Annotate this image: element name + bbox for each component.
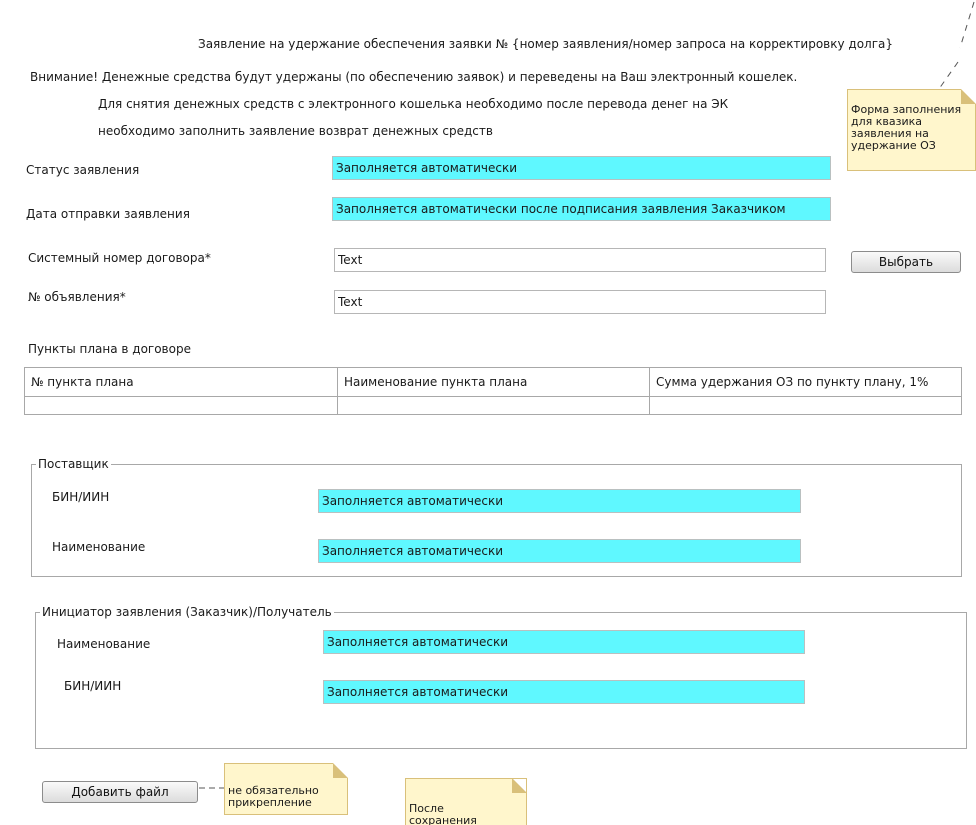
contract-number-label: Системный номер договора* [28,251,211,265]
initiator-bin-field: Заполняется автоматически [323,680,805,704]
plan-table-title: Пункты плана в договоре [28,342,191,356]
column-header-plan-item-name: Наименование пункта плана [338,368,650,397]
table-cell[interactable] [650,397,962,415]
warning-text-line2: Для снятия денежных средств с электронного кошелька необходимо после перевода денег на ЭК [98,97,729,111]
contract-number-input[interactable] [334,248,826,272]
table-row[interactable] [25,397,962,415]
note-fold-icon [512,778,527,793]
select-contract-button[interactable]: Выбрать [851,251,961,273]
status-field: Заполняется автоматически [332,156,831,180]
form-description-note [847,89,976,171]
after-save-note [405,778,527,825]
warning-text: Внимание! Денежные средства будут удержаны (по обеспечению заявок) и переведены на Ваш электронный кошелек. [30,70,798,84]
plan-items-table [24,367,962,415]
note-fold-icon [333,763,348,778]
page-title: Заявление на удержание обеспечения заявки № {номер заявления/номер запроса на корректировку долга} [198,37,894,51]
status-label: Статус заявления [26,163,140,177]
note-connector-lines [920,0,976,100]
announcement-number-label: № объявления* [28,290,126,304]
table-header-row [25,368,962,397]
send-date-label: Дата отправки заявления [26,207,190,221]
initiator-bin-label: БИН/ИИН [64,679,122,693]
supplier-group-legend: Поставщик [38,457,109,471]
supplier-name-label: Наименование [52,540,146,554]
column-header-plan-item-number: № пункта плана [25,368,338,397]
table-cell[interactable] [338,397,650,415]
send-date-field: Заполняется автоматически после подписания заявления Заказчиком [332,197,831,221]
table-cell[interactable] [25,397,338,415]
warning-text-line3: необходимо заполнить заявление возврат денежных средств [98,124,493,138]
optional-attachment-note-text: не обязательно прикрепление [228,784,319,809]
supplier-name-field: Заполняется автоматически [318,539,801,563]
note-connector-line [199,786,225,790]
initiator-name-field: Заполняется автоматически [323,630,805,654]
announcement-number-input[interactable] [334,290,826,314]
initiator-group-legend: Инициатор заявления (Заказчик)/Получатель [42,605,332,619]
note-fold-icon [961,89,976,104]
add-file-button[interactable]: Добавить файл [42,781,198,803]
supplier-bin-label: БИН/ИИН [52,490,110,504]
initiator-name-label: Наименование [57,637,151,651]
optional-attachment-note [224,763,348,815]
column-header-retention-amount: Сумма удержания ОЗ по пункту плану, 1% [650,368,962,397]
after-save-note-text: После сохранения [409,802,477,825]
supplier-bin-field: Заполняется автоматически [318,489,801,513]
form-description-note-text: Форма заполнения для квазика заявления на удержание ОЗ [851,103,962,152]
